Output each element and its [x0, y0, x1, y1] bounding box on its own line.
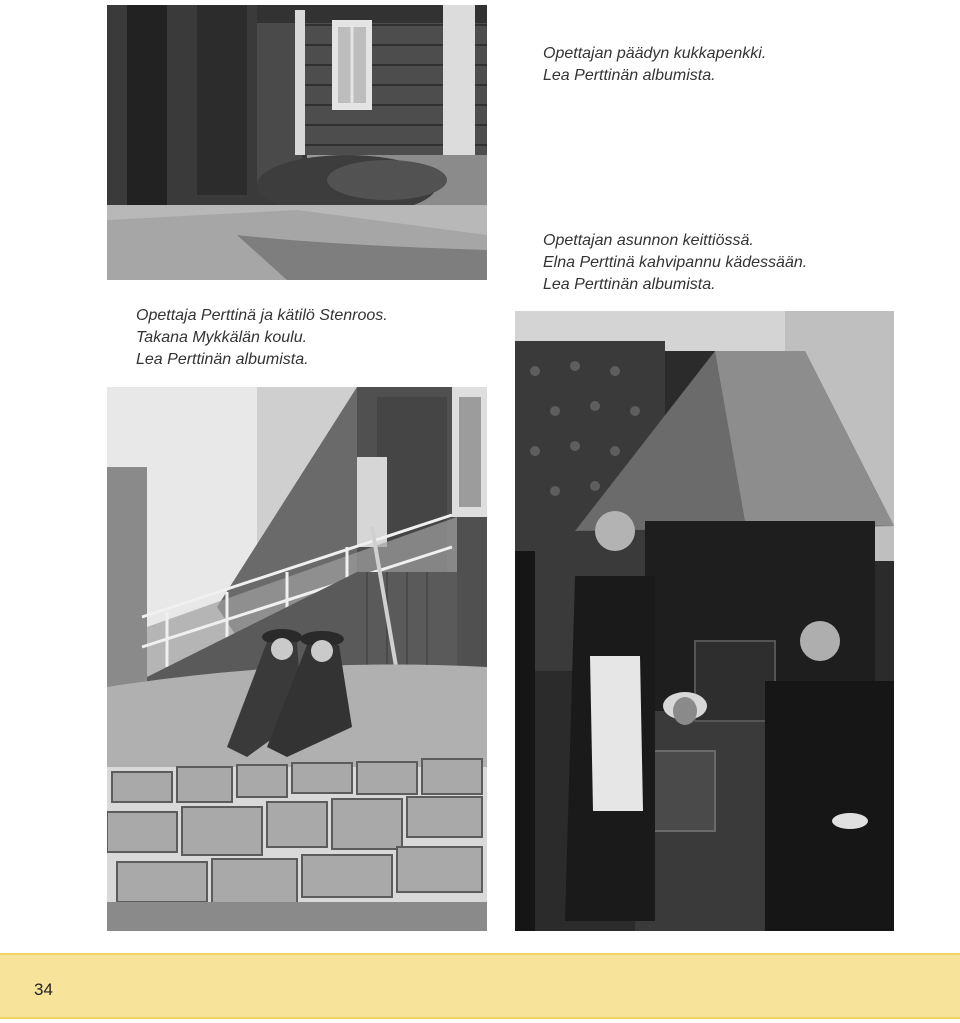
- photo-school-women: [107, 387, 487, 931]
- photo-school-women-image: [107, 387, 487, 931]
- caption-kitchen-line2: Elna Perttinä kahvipannu kädessään.: [543, 254, 808, 271]
- photo-kitchen-image: [515, 311, 894, 931]
- caption-flowerbed-line1: Opettajan päädyn kukkapenkki.: [543, 45, 767, 62]
- photo-kitchen: [515, 311, 894, 931]
- caption-school-line1: Opettaja Perttinä ja kätilö Stenroos.: [136, 307, 388, 324]
- photo-flowerbed-image: [107, 5, 487, 280]
- caption-kitchen: [543, 230, 807, 296]
- caption-school-line3: Lea Perttinän albumista.: [136, 351, 309, 368]
- footer-band: [0, 953, 960, 1019]
- caption-flowerbed: [543, 43, 766, 87]
- photo-flowerbed: [107, 5, 487, 280]
- caption-school-line2: Takana Mykkälän koulu.: [136, 329, 308, 346]
- caption-school: [136, 305, 388, 371]
- page-number: 34: [34, 980, 53, 999]
- caption-kitchen-line1: Opettajan asunnon keittiössä.: [543, 232, 754, 249]
- caption-kitchen-line3: Lea Perttinän albumista.: [543, 276, 716, 293]
- caption-flowerbed-line2: Lea Perttinän albumista.: [543, 67, 716, 84]
